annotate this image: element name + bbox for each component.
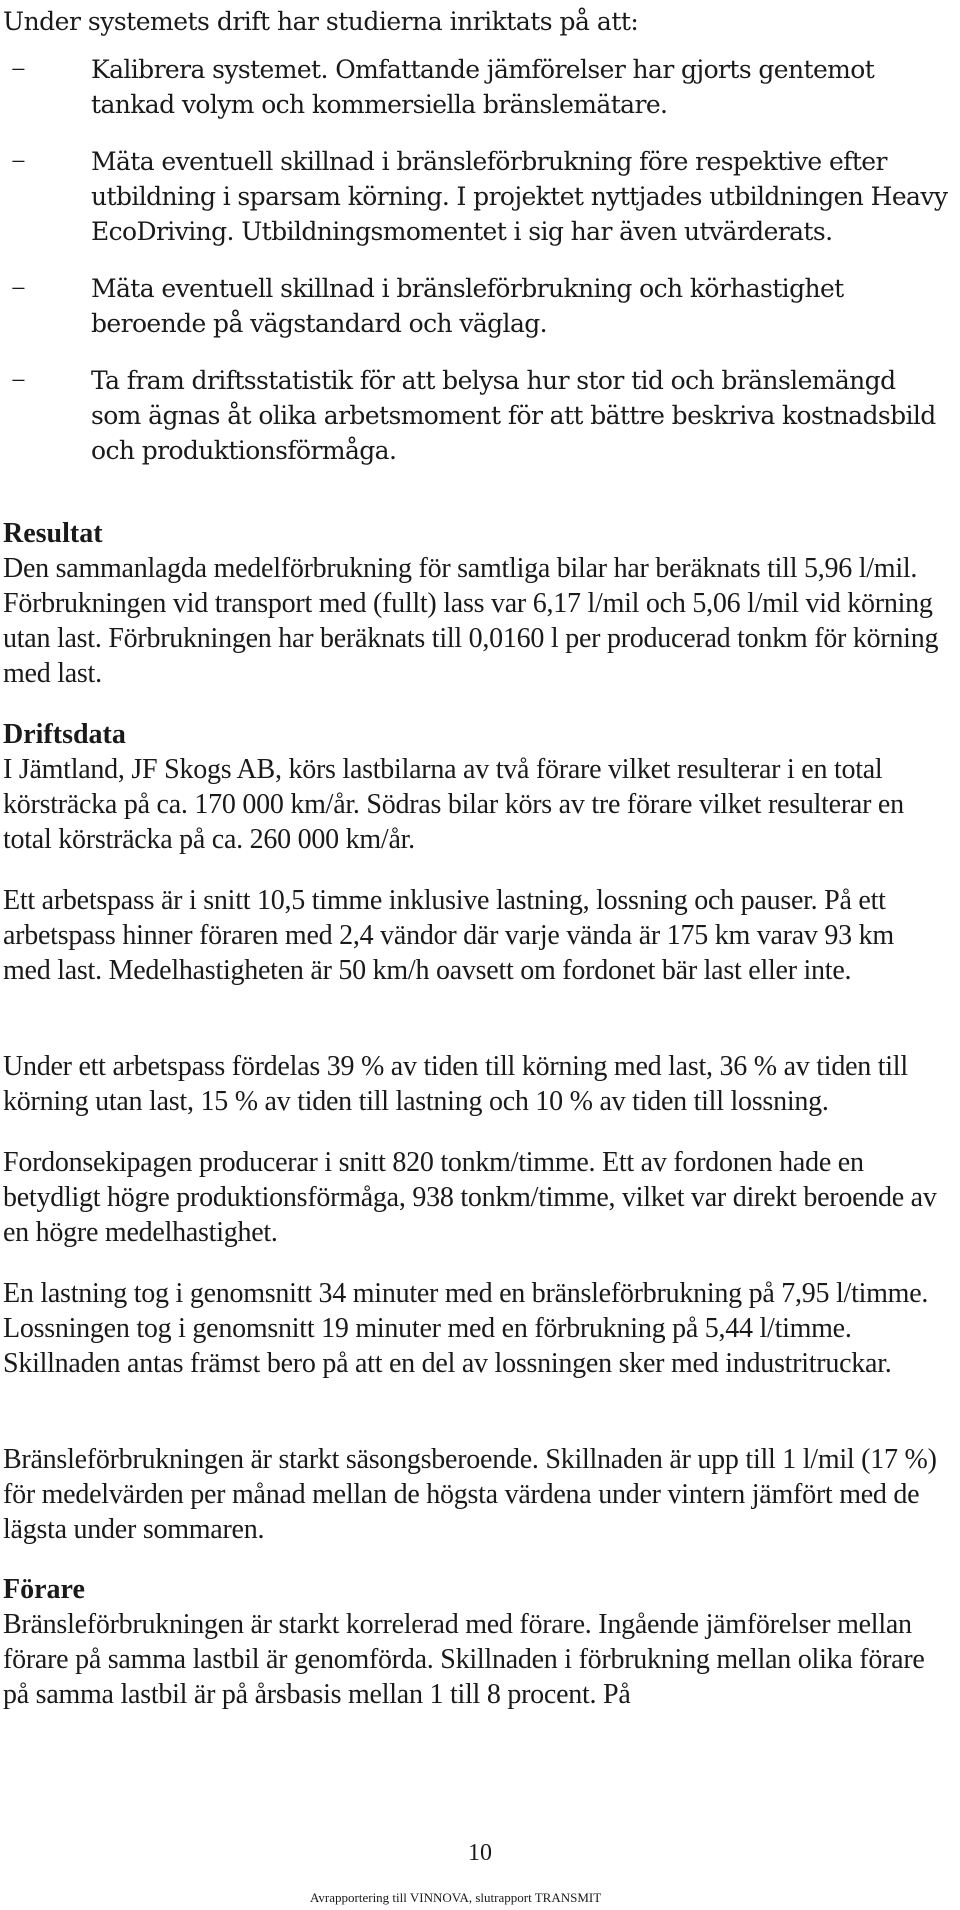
list-item (0, 363, 960, 468)
driftsdata-paragraph: Ett arbetspass är i snitt 10,5 timme inklusive lastning, lossning och pauser. På ett arbetspass hinner föraren med 2,4 vändor där varje vända är 175 km varav 93 km med last. Medelhastigheten är 50 km/h oavsett om fordonet bär last eller inte. (3, 885, 894, 986)
list-item-text: Mäta eventuell skillnad i bränsleförbrukning före respektive efter utbildning i sparsam körning. I projektet nyttjades utbildningen Heavy EcoDriving. Utbildningsmomentet i sig har även utvärderats. (91, 147, 948, 246)
list-item (0, 271, 960, 341)
driftsdata-paragraph: Fordonsekipagen producerar i snitt 820 tonkm/timme. Ett av fordonen hade en betydligt högre produktionsförmåga, 938 tonkm/timme, vilket var direkt beroende av en högre medelhastighet. (3, 1147, 937, 1248)
resultat-paragraph: Den sammanlagda medelförbrukning för samtliga bilar har beräknats till 5,96 l/mil. Förbrukningen vid transport med (fullt) lass var 6,17 l/mil och 5,06 l/mil vid körning utan last. Förbrukningen har beräknats till 0,0160 l per producerad tonkm för körning med last. (3, 553, 939, 689)
list-item-text: Mäta eventuell skillnad i bränsleförbrukning och körhastighet beroende på vägstandard och väglag. (91, 274, 844, 338)
driftsdata-heading: Driftsdata (3, 719, 126, 750)
driftsdata-paragraph: Bränsleförbrukningen är starkt säsongsberoende. Skillnaden är upp till 1 l/mil (17 %) för medelvärden per månad mellan de högsta värdena under vintern jämfört med de lägsta under sommaren. (3, 1444, 937, 1545)
list-item-text: Ta fram driftsstatistik för att belysa hur stor tid och bränslemängd som ägnas åt olika arbetsmoment för att bättre beskriva kostnadsbild och produktionsförmåga. (91, 366, 936, 465)
page-footer: Avrapportering till VINNOVA, slutrapport TRANSMIT (310, 1890, 602, 1905)
intro-text: Under systemets drift har studierna inriktats på att: (3, 7, 639, 36)
driftsdata-paragraph: En lastning tog i genomsnitt 34 minuter med en bränsleförbrukning på 7,95 l/timme. Lossningen tog i genomsnitt 19 minuter med en förbrukning på 5,44 l/timme. Skillnaden antas främst bero på att en del av lossningen sker med industritruckar. (3, 1278, 929, 1379)
list-item-text: Kalibrera systemet. Omfattande jämförelser har gjorts gentemot tankad volym och kommersiella bränslemätare. (91, 55, 875, 119)
forare-paragraph: Bränsleförbrukningen är starkt korrelerad med förare. Ingående jämförelser mellan förare på samma lastbil är genomförda. Skillnaden i förbrukning mellan olika förare på samma lastbil är på årsbasis mellan 1 till 8 procent. På (3, 1609, 925, 1710)
bullet-dash: − (11, 274, 26, 303)
page-number: 10 (468, 1840, 492, 1866)
objectives-list (0, 52, 960, 490)
driftsdata-paragraph: I Jämtland, JF Skogs AB, körs lastbilarna av två förare vilket resulterar i en total körsträcka på ca. 170 000 km/år. Södras bilar körs av tre förare vilket resulterar en total körsträcka på ca. 260 000 km/år. (3, 754, 904, 855)
bullet-dash: − (11, 147, 26, 176)
bullet-dash: − (11, 366, 26, 395)
list-item (0, 52, 960, 122)
list-item (0, 144, 960, 249)
bullet-dash: − (11, 55, 26, 84)
driftsdata-paragraph: Under ett arbetspass fördelas 39 % av tiden till körning med last, 36 % av tiden till körning utan last, 15 % av tiden till lastning och 10 % av tiden till lossning. (3, 1051, 908, 1117)
resultat-heading: Resultat (3, 518, 103, 549)
forare-heading: Förare (3, 1574, 85, 1605)
